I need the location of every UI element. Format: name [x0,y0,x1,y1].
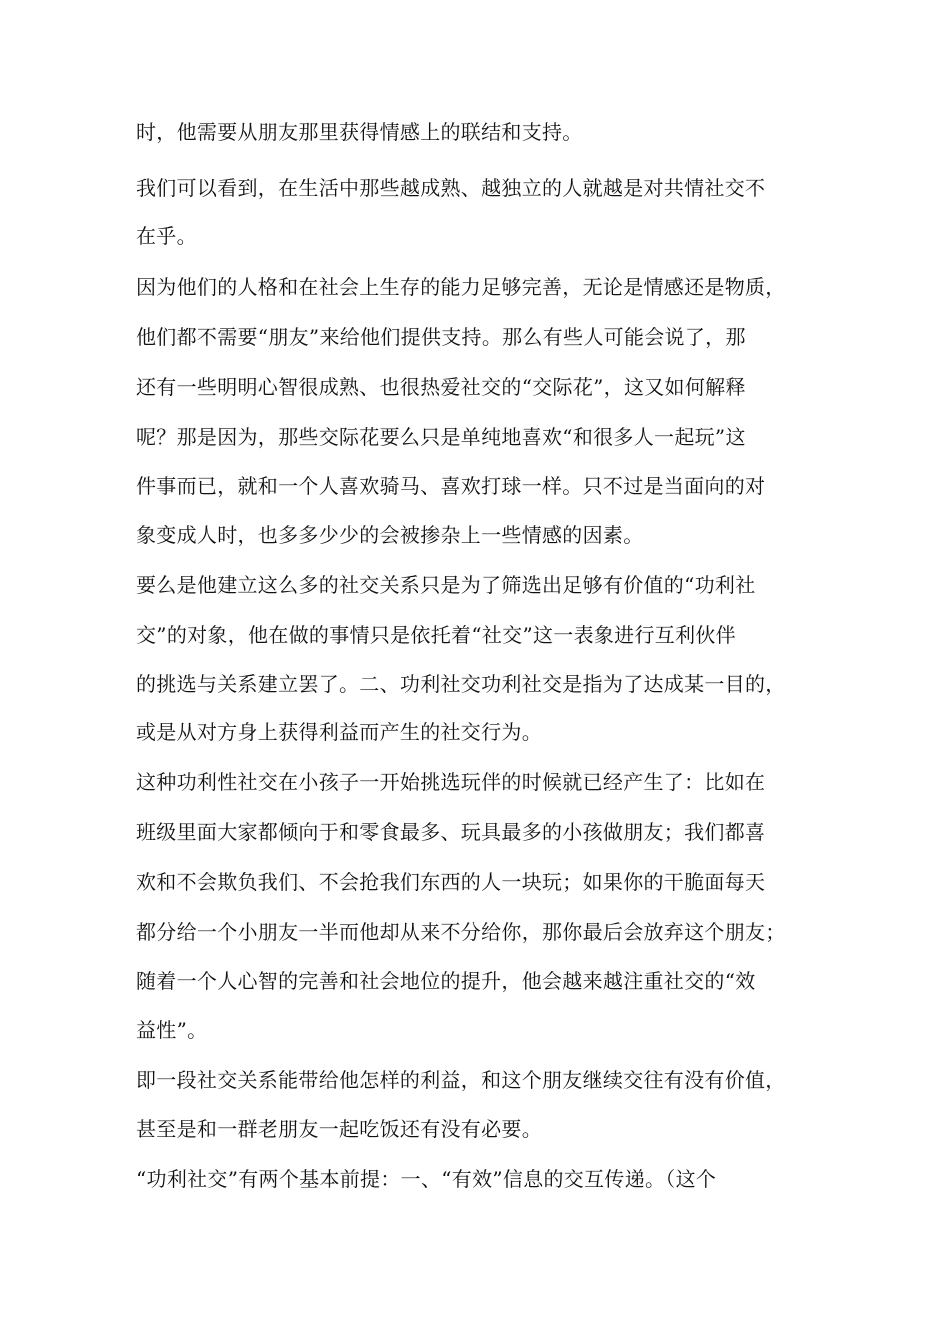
text-line: 他们都不需要“朋友”来给他们提供支持。那么有些人可能会说了，那 [136,325,746,349]
text-line: 或是从对方身上获得利益而产生的社交行为。 [136,720,542,744]
text-line: 都分给一个小朋友一半而他却从来不分给你，那你最后会放弃这个朋友； [136,920,786,944]
text-line: 件事而已，就和一个人喜欢骑马、喜欢打球一样。只不过是当面向的对 [136,474,766,498]
text-line: 益性”。 [136,1018,208,1042]
text-line: 即一段社交关系能带给他怎样的利益，和这个朋友继续交往有没有价值， [136,1068,786,1092]
text-line: 因为他们的人格和在社会上生存的能力足够完善，无论是情感还是物质， [136,275,786,299]
text-line: 呢？那是因为，那些交际花要么只是单纯地喜欢“和很多人一起玩”这 [136,425,746,449]
text-line: 随着一个人心智的完善和社会地位的提升，他会越来越注重社交的“效 [136,969,756,993]
text-line: “功利社交”有两个基本前提：一、“有效”信息的交互传递。（这个 [136,1167,717,1191]
text-line: 要么是他建立这么多的社交关系只是为了筛选出足够有价值的“功利社 [136,573,756,597]
text-line: 欢和不会欺负我们、不会抢我们东西的人一块玩；如果你的干脆面每天 [136,870,766,894]
text-line: 还有一些明明心智很成熟、也很热爱社交的“交际花”，这又如何解释 [136,375,746,399]
text-line: 时，他需要从朋友那里获得情感上的联结和支持。 [136,120,583,144]
text-line: 的挑选与关系建立罢了。二、功利社交功利社交是指为了达成某一目的， [136,672,786,696]
text-line: 甚至是和一群老朋友一起吃饭还有没有必要。 [136,1117,542,1141]
text-line: 这种功利性社交在小孩子一开始挑选玩伴的时候就已经产生了：比如在 [136,770,766,794]
text-line: 交”的对象，他在做的事情只是依托着“社交”这一表象进行互利伙伴 [136,623,736,647]
text-line: 在乎。 [136,224,197,248]
text-line: 班级里面大家都倾向于和零食最多、玩具最多的小孩做朋友；我们都喜 [136,820,766,844]
text-line: 我们可以看到，在生活中那些越成熟、越独立的人就越是对共情社交不 [136,176,766,200]
text-line: 象变成人时，也多多少少的会被掺杂上一些情感的因素。 [136,523,644,547]
